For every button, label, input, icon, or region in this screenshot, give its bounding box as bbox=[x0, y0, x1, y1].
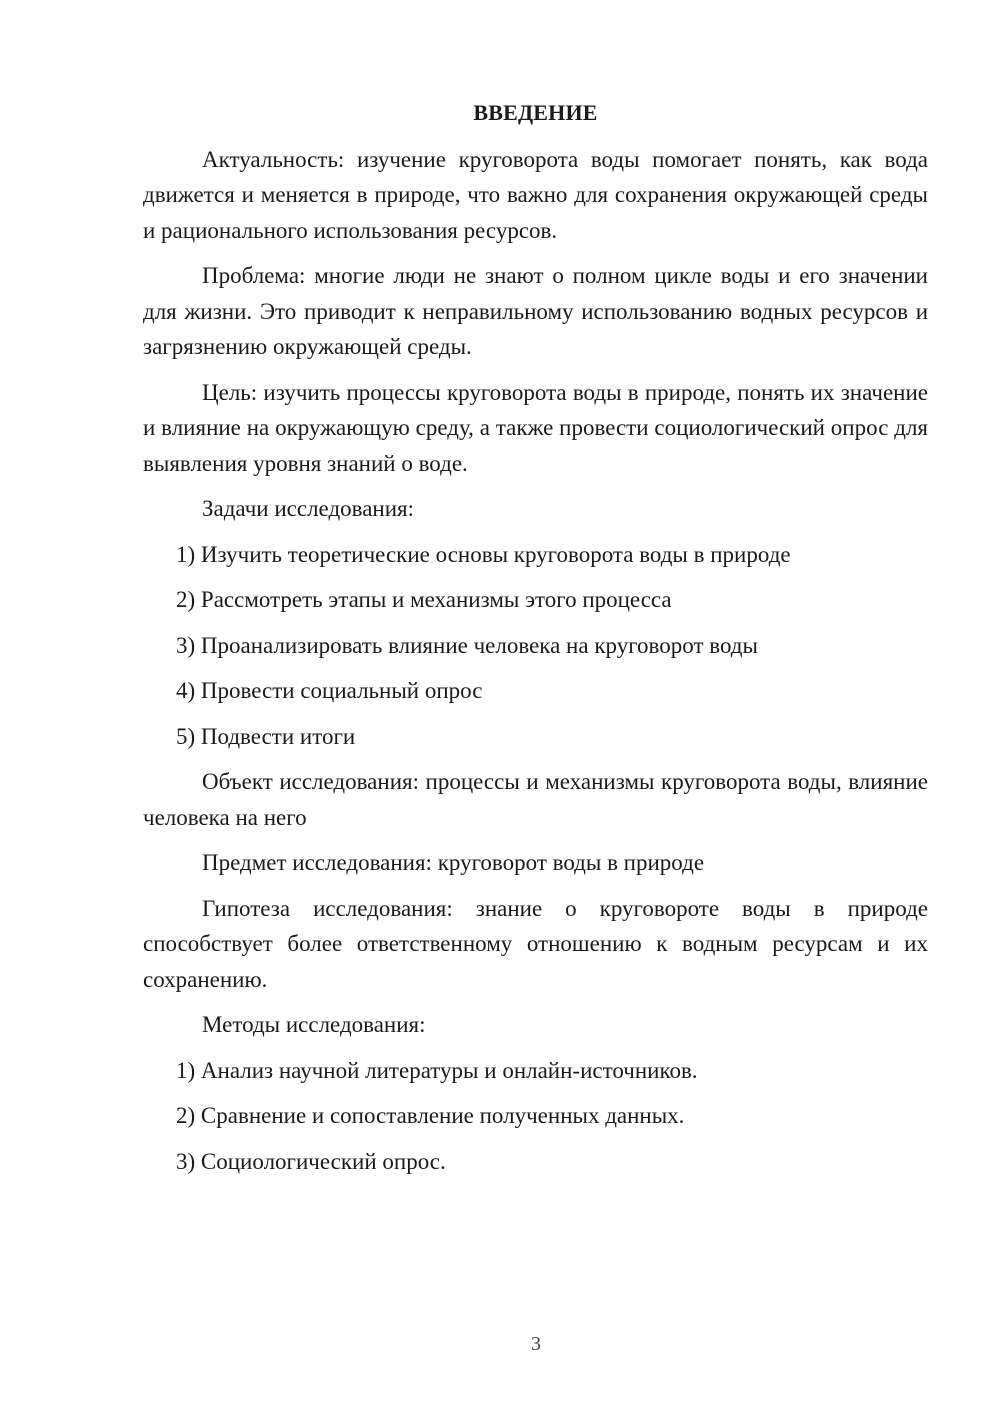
goal-paragraph: Цель: изучить процессы круговорота воды в природе, понять их значение и влияние на окружающую среду, а также провести социологический опрос для выявления уровня знаний о воде. bbox=[143, 379, 928, 476]
task-item: 2) Рассмотреть этапы и механизмы этого процесса bbox=[176, 587, 672, 612]
page-number: 3 bbox=[531, 1333, 541, 1355]
method-item: 3) Социологический опрос. bbox=[176, 1148, 446, 1174]
tasks-list bbox=[143, 537, 928, 755]
task-item: 4) Провести социальный опрос bbox=[176, 678, 483, 703]
hypothesis-paragraph: Гипотеза исследования: знание о круговороте воды в природе способствует более ответственному отношению к водным ресурсам и их сохранению. bbox=[143, 895, 928, 992]
object-paragraph: Объект исследования: процессы и механизмы круговорота воды, влияние человека на него bbox=[143, 769, 928, 830]
subject-paragraph: Предмет исследования: круговорот воды в природе bbox=[202, 850, 705, 875]
task-item: 1) Изучить теоретические основы круговорота воды в природе bbox=[176, 541, 791, 567]
tasks-heading: Задачи исследования: bbox=[202, 496, 415, 521]
problem-paragraph: Проблема: многие люди не знают о полном цикле воды и его значении для жизни. Это приводит к неправильному использованию водных ресурсов и загрязнению окружающей среды. bbox=[143, 263, 928, 359]
methods-list bbox=[143, 1053, 928, 1180]
task-item: 3) Проанализировать влияние человека на круговорот воды bbox=[176, 632, 758, 658]
method-item: 1) Анализ научной литературы и онлайн-источников. bbox=[176, 1057, 698, 1083]
page-title: ВВЕДЕНИЕ bbox=[473, 100, 598, 125]
task-item: 5) Подвести итоги bbox=[176, 723, 356, 749]
relevance-paragraph: Актуальность: изучение круговорота воды помогает понять, как вода движется и меняется в природе, что важно для сохранения окружающей среды и рационального использования ресурсов. bbox=[143, 146, 928, 243]
page-content bbox=[143, 95, 928, 1189]
method-item: 2) Сравнение и сопоставление полученных данных. bbox=[176, 1103, 685, 1128]
methods-heading: Методы исследования: bbox=[202, 1012, 426, 1037]
